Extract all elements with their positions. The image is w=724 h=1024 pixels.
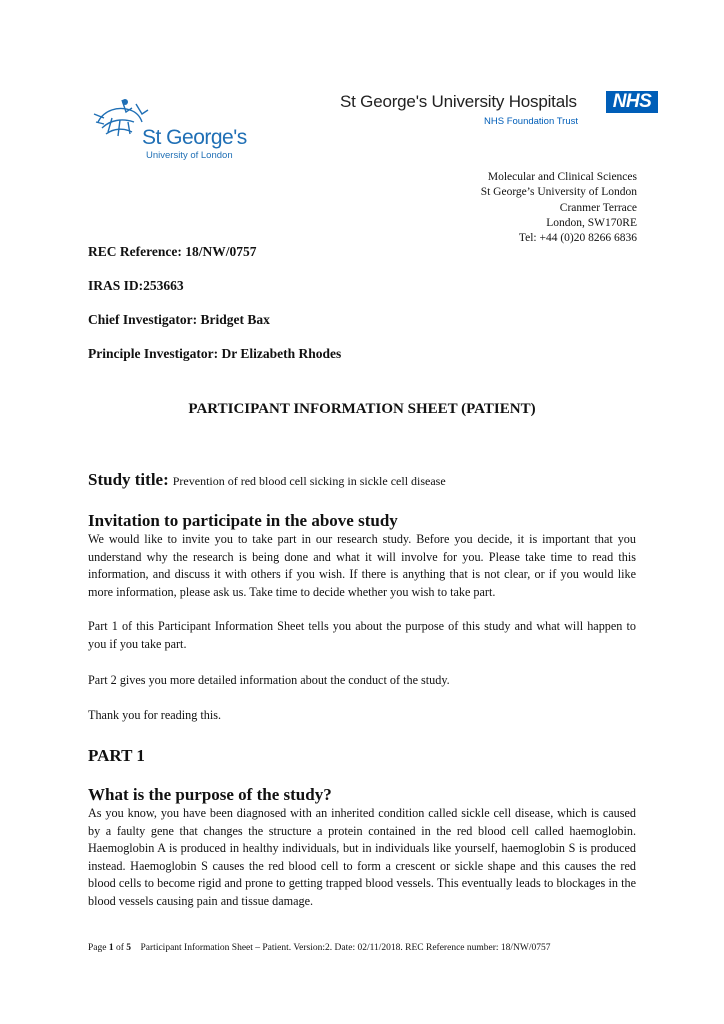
- footer-page-total: 5: [126, 943, 132, 953]
- address-line: St George’s University of London: [480, 186, 637, 199]
- invitation-heading: Invitation to participate in the above study: [88, 511, 398, 530]
- nhs-logo: [340, 92, 660, 132]
- footer-page-of: of: [113, 943, 127, 953]
- sheet-title: PARTICIPANT INFORMATION SHEET (PATIENT): [188, 401, 536, 417]
- nhs-badge: NHS: [606, 91, 658, 113]
- chief-investigator: Chief Investigator: Bridget Bax: [88, 312, 270, 327]
- address-line: Molecular and Clinical Sciences: [487, 171, 637, 183]
- address-line: Tel: +44 (0)20 8266 6836: [518, 232, 637, 245]
- purpose-section: [88, 785, 636, 910]
- address-block: [481, 170, 637, 246]
- nhs-trust-name: St George's University Hospitals: [340, 92, 577, 111]
- invitation-paragraph: Part 2 gives you more detailed information about the conduct of the study.: [88, 673, 450, 687]
- sgul-logo-subtitle: University of London: [146, 150, 233, 161]
- nhs-trust-subtitle: NHS Foundation Trust: [484, 116, 578, 127]
- address-line: London, SW170RE: [546, 216, 637, 229]
- study-title-label: Study title:: [88, 470, 169, 489]
- study-title: [88, 470, 446, 490]
- invitation-part2-note: [88, 672, 636, 690]
- footer-page-current: 1: [108, 943, 114, 953]
- invitation-thanks: [88, 707, 636, 725]
- rec-reference: REC Reference: 18/NW/0757: [88, 244, 257, 259]
- footer-text: Participant Information Sheet – Patient. Version:2. Date: 02/11/2018. REC Reference number: 18/NW/0757: [140, 943, 551, 953]
- principal-investigator: Principle Investigator: Dr Elizabeth Rhodes: [88, 346, 342, 361]
- study-title-value: Prevention of red blood cell sicking in sickle cell disease: [172, 474, 446, 488]
- reference-block: [88, 244, 341, 380]
- invitation-paragraph: Part 1 of this Participant Information Sheet tells you about the purpose of this study and what will happen to you if you take part.: [88, 619, 636, 651]
- invitation-paragraph: Thank you for reading this.: [88, 708, 222, 722]
- purpose-heading: What is the purpose of the study?: [88, 785, 332, 804]
- footer-page-prefix: Page: [88, 943, 109, 953]
- invitation-paragraph: We would like to invite you to take part in our research study. Before you decide, it is important that you understand why the research is being done and what it will involve for you. Please take time to read this information, and discuss it with others if you wish. If there is anything that is not clear, or if you would like more information, please ask us. Take time to decide whether you wish to take part.: [88, 532, 636, 599]
- invitation-part1-note: [88, 618, 636, 653]
- purpose-paragraph: As you know, you have been diagnosed with an inherited condition called sickle cell disease, which is caused by a faulty gene that changes the structure a protein contained in the red blood cell called haemoglobin. Haemoglobin A is produced in healthy individuals, but in individuals like yourself, haemoglobin S is produced instead. Haemoglobin S causes the red blood cell to form a crescent or sickle shape and this causes the red blood cells to become rigid and prone to getting trapped blood vessels. This eventually leads to blockages in the blood vessels causing pain and tissue damage.: [88, 806, 636, 908]
- part1-heading: PART 1: [88, 746, 145, 765]
- sgul-logo: [92, 92, 247, 172]
- address-line: Cranmer Terrace: [559, 201, 637, 214]
- iras-id: IRAS ID:253663: [88, 278, 184, 293]
- page-footer: [88, 943, 551, 953]
- invitation-section: [88, 511, 636, 601]
- sgul-logo-name: St George's: [142, 126, 247, 149]
- part1-heading-block: [88, 746, 636, 766]
